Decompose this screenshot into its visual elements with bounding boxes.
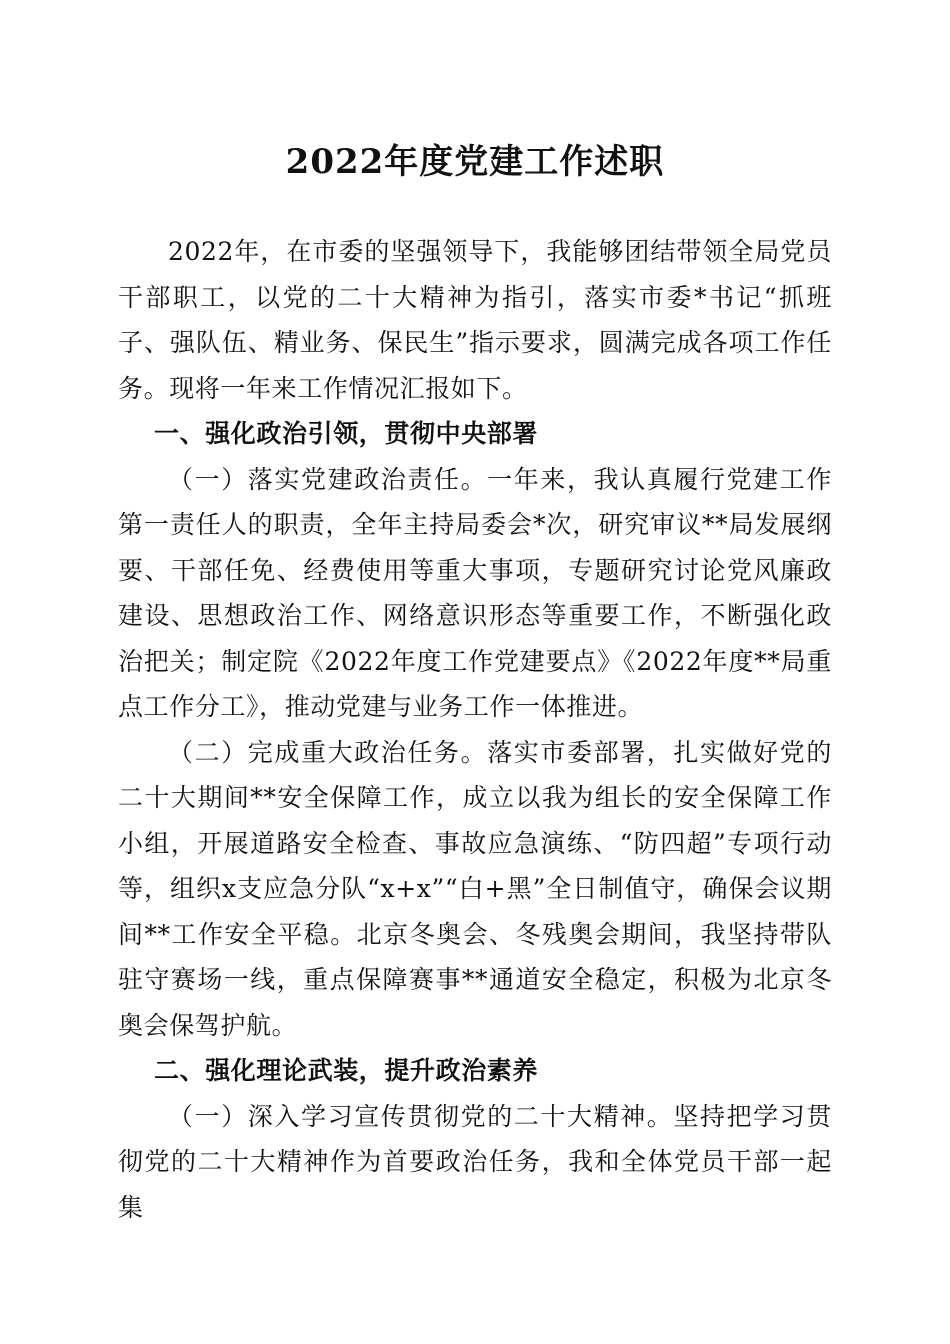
section-1-item-1: （一）落实党建政治责任。一年来，我认真履行党建工作第一责任人的职责，全年主持局委会*次，研究审议**局发展纲要、干部任免、经费使用等重大事项，专题研究讨论党风廉政建设、思想政治工作、网络意识形态等重要工作，不断强化政治把关；制定院《2022年度工作党建要点》《2022年度**局重点工作分工》，推动党建与业务工作一体推进。 (118, 464, 832, 721)
document-title: 2022年度党建工作述职 (285, 142, 665, 182)
section-2-item-1: （一）深入学习宣传贯彻党的二十大精神。坚持把学习贯彻党的二十大精神作为首要政治任务，我和全体党员干部一起集 (118, 1101, 832, 1222)
document-body (118, 229, 832, 1230)
section-heading-1: 一、强化政治引领，贯彻中央部署 (154, 419, 539, 448)
intro-paragraph: 2022年，在市委的坚强领导下，我能够团结带领全局党员干部职工，以党的二十大精神为指引，落实市委*书记“抓班子、强队伍、精业务、保民生”指示要求，圆满完成各项工作任务。现将一年来工作情况汇报如下。 (118, 237, 832, 403)
section-heading-2: 二、强化理论武装，提升政治素养 (154, 1056, 539, 1085)
section-1-item-2: （二）完成重大政治任务。落实市委部署，扎实做好党的二十大期间**安全保障工作，成立以我为组长的安全保障工作小组，开展道路安全检查、事故应急演练、“防四超”专项行动等，组织x支应急分队“x+x”“白+黑”全日制值守，确保会议期间**工作安全平稳。北京冬奥会、冬残奥会期间，我坚持带队驻守赛场一线，重点保障赛事**通道安全稳定，积极为北京冬奥会保驾护航。 (118, 737, 832, 1040)
